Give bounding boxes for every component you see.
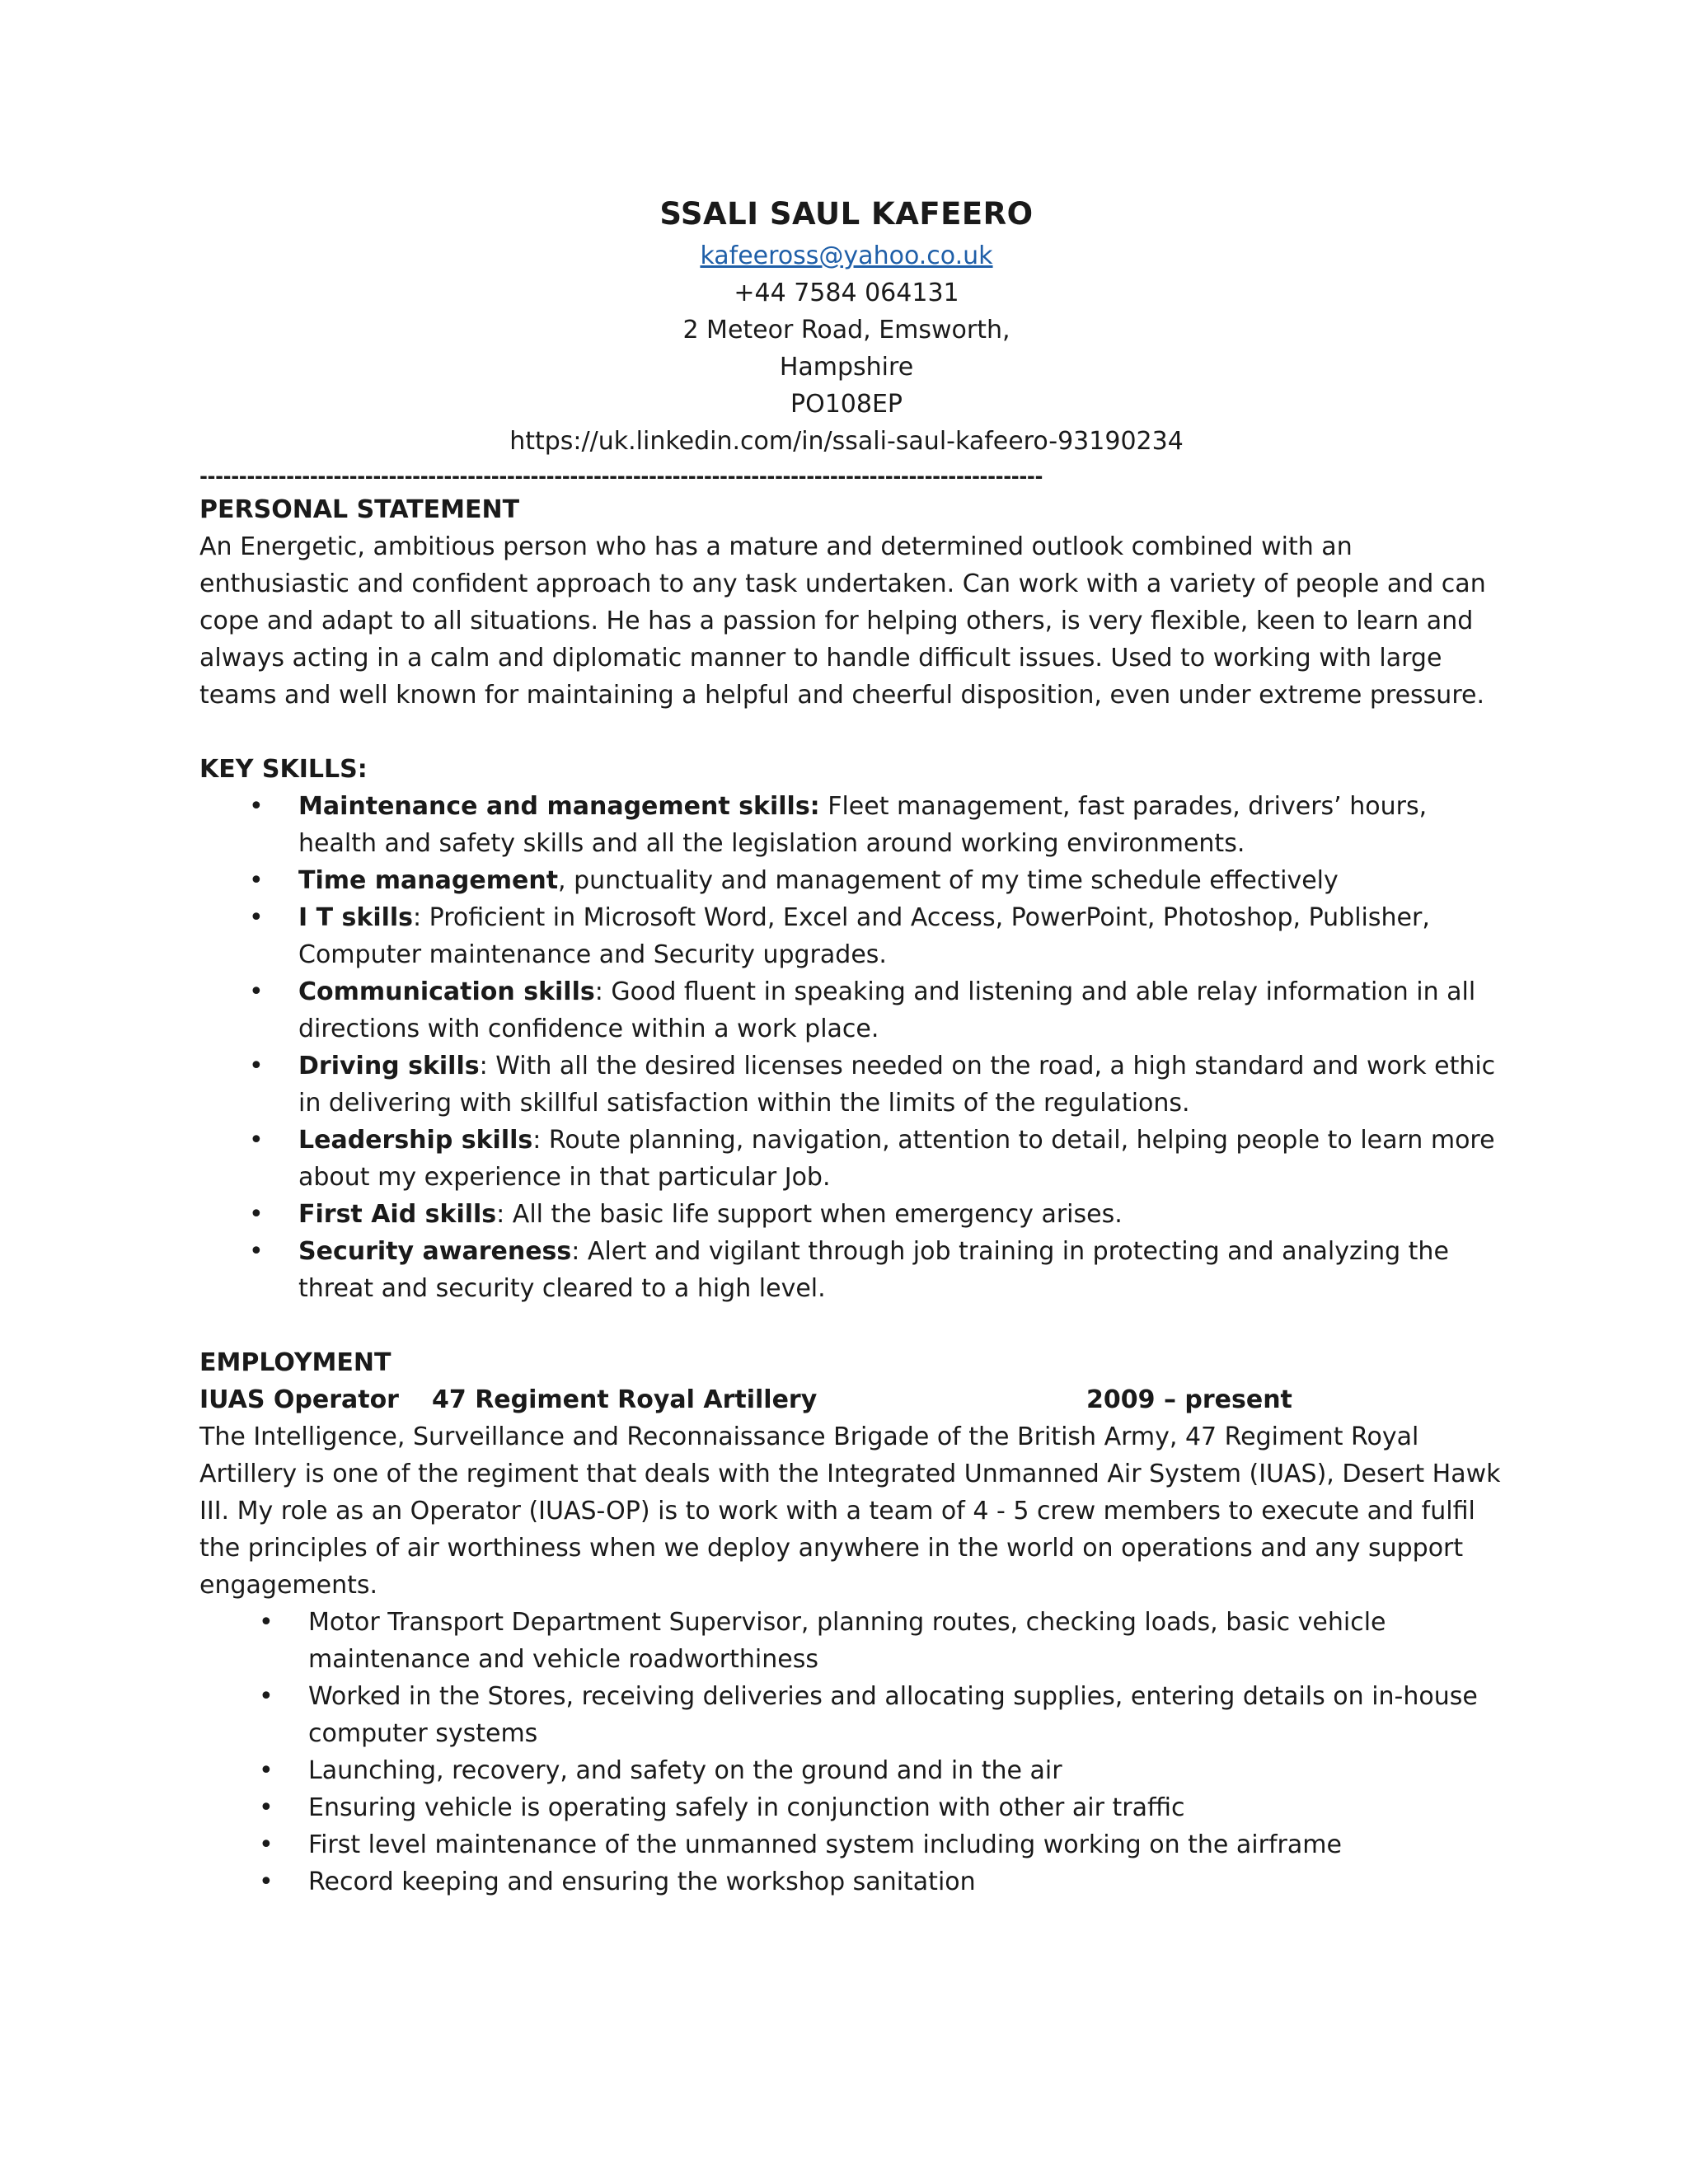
skill-text: : Route planning, navigation, attention to detail, helping people to learn more about my experience in that particular Job. bbox=[298, 1126, 1495, 1192]
employment-heading: EMPLOYMENT bbox=[199, 1348, 392, 1377]
skill-text: , punctuality and management of my time schedule effectively bbox=[558, 866, 1339, 895]
skill-label: I T skills bbox=[298, 903, 414, 932]
job-title: IUAS Operator bbox=[199, 1385, 399, 1414]
job-heading-row bbox=[199, 1381, 1510, 1418]
skill-text: : With all the desired licenses needed on the road, a high standard and work ethic in delivering with skillful satisfaction within the limits of the regulations. bbox=[298, 1052, 1496, 1118]
skill-text: : Good fluent in speaking and listening and able relay information in all directions with confidence within a work place. bbox=[298, 977, 1476, 1043]
bullet-icon: • bbox=[259, 1608, 274, 1637]
skill-label: First Aid skills bbox=[298, 1200, 497, 1229]
key-skills-heading: KEY SKILLS: bbox=[199, 755, 368, 784]
list-item bbox=[199, 1047, 1510, 1122]
bullet-icon: • bbox=[249, 866, 264, 895]
header-divider: ----------------------------------------------------------------------------------------------------------- bbox=[199, 465, 1043, 488]
personal-statement-text: An Energetic, ambitious person who has a mature and determined outlook combined with an enthusiastic and confident approach to any task undertaken. Can work with a variety of people and can cope and adapt to all situations. He has a passion for helping others, is very flexible, keen to learn and always acting in a calm and diplomatic manner to handle difficult issues. Used to working with large teams and well known for maintaining a helpful and cheerful disposition, even under extreme pressure. bbox=[199, 532, 1486, 710]
list-item bbox=[199, 1826, 1510, 1863]
job-description: The Intelligence, Surveillance and Reconnaissance Brigade of the British Army, 47 Regiment Royal Artillery is one of the regiment that deals with the Integrated Unmanned Air System (IUAS), Desert Hawk III. My role as an Operator (IUAS-OP) is to work with a team of 4 - 5 crew members to execute and fulfil the principles of air worthiness when we deploy anywhere in the world on operations and any support engagements. bbox=[199, 1422, 1501, 1600]
bullet-icon: • bbox=[259, 1756, 274, 1785]
list-item bbox=[199, 899, 1510, 973]
bullet-icon: • bbox=[259, 1868, 274, 1896]
skill-text: : Alert and vigilant through job training in protecting and analyzing the threat and security cleared to a high level. bbox=[298, 1237, 1449, 1303]
skill-label: Maintenance and management skills: bbox=[298, 792, 820, 821]
skill-label: Communication skills bbox=[298, 977, 595, 1006]
key-skills-list bbox=[199, 788, 1510, 1307]
list-item bbox=[199, 1196, 1510, 1233]
bullet-icon: • bbox=[259, 1682, 274, 1711]
resume-header bbox=[199, 191, 1493, 460]
bullet-icon: • bbox=[249, 792, 264, 821]
bullet-icon: • bbox=[249, 1052, 264, 1080]
list-item bbox=[199, 1122, 1510, 1196]
skill-text: : All the basic life support when emergency arises. bbox=[496, 1200, 1123, 1229]
skill-label: Time management bbox=[298, 866, 559, 895]
duty-text: Record keeping and ensuring the workshop sanitation bbox=[308, 1868, 976, 1896]
job-duties-list bbox=[199, 1604, 1510, 1900]
skill-label: Driving skills bbox=[298, 1052, 480, 1080]
list-item bbox=[199, 788, 1510, 862]
email-link[interactable]: kafeeross@yahoo.co.uk bbox=[700, 241, 993, 270]
linkedin-url: https://uk.linkedin.com/in/ssali-saul-kafeero-93190234 bbox=[509, 427, 1184, 456]
list-item bbox=[199, 1678, 1510, 1752]
address-line-2: Hampshire bbox=[779, 353, 914, 382]
duty-text: Ensuring vehicle is operating safely in conjunction with other air traffic bbox=[308, 1793, 1185, 1822]
bullet-icon: • bbox=[259, 1793, 274, 1822]
skill-label: Security awareness bbox=[298, 1237, 572, 1266]
resume-page bbox=[199, 191, 1510, 1900]
list-item bbox=[199, 862, 1510, 899]
list-item bbox=[199, 1752, 1510, 1789]
list-item bbox=[199, 1789, 1510, 1826]
duty-text: Worked in the Stores, receiving deliveries and allocating supplies, entering details on in-house computer systems bbox=[308, 1682, 1478, 1748]
duty-text: Motor Transport Department Supervisor, planning routes, checking loads, basic vehicle maintenance and vehicle roadworthiness bbox=[308, 1608, 1386, 1674]
skill-text: Fleet management, fast parades, drivers’ hours, health and safety skills and all the legislation around working environments. bbox=[298, 792, 1428, 858]
bullet-icon: • bbox=[249, 1200, 264, 1229]
bullet-icon: • bbox=[249, 1237, 264, 1266]
employment-dates: 2009 – present bbox=[1086, 1385, 1292, 1414]
personal-statement-heading: PERSONAL STATEMENT bbox=[199, 495, 520, 524]
list-item bbox=[199, 973, 1510, 1047]
phone-number: +44 7584 064131 bbox=[734, 279, 959, 307]
bullet-icon: • bbox=[259, 1830, 274, 1859]
candidate-name: SSALI SAUL KAFEERO bbox=[659, 196, 1034, 232]
employer-name: 47 Regiment Royal Artillery bbox=[432, 1385, 818, 1414]
bullet-icon: • bbox=[249, 1126, 264, 1155]
skill-text: : Proficient in Microsoft Word, Excel and Access, PowerPoint, Photoshop, Publisher, Computer maintenance and Security upgrades. bbox=[298, 903, 1430, 969]
list-item bbox=[199, 1604, 1510, 1678]
duty-text: Launching, recovery, and safety on the ground and in the air bbox=[308, 1756, 1062, 1785]
bullet-icon: • bbox=[249, 903, 264, 932]
address-line-1: 2 Meteor Road, Emsworth, bbox=[682, 316, 1010, 344]
list-item bbox=[199, 1233, 1510, 1307]
skill-label: Leadership skills bbox=[298, 1126, 533, 1155]
bullet-icon: • bbox=[249, 977, 264, 1006]
duty-text: First level maintenance of the unmanned system including working on the airframe bbox=[308, 1830, 1342, 1859]
postcode: PO108EP bbox=[790, 390, 903, 419]
list-item bbox=[199, 1863, 1510, 1900]
